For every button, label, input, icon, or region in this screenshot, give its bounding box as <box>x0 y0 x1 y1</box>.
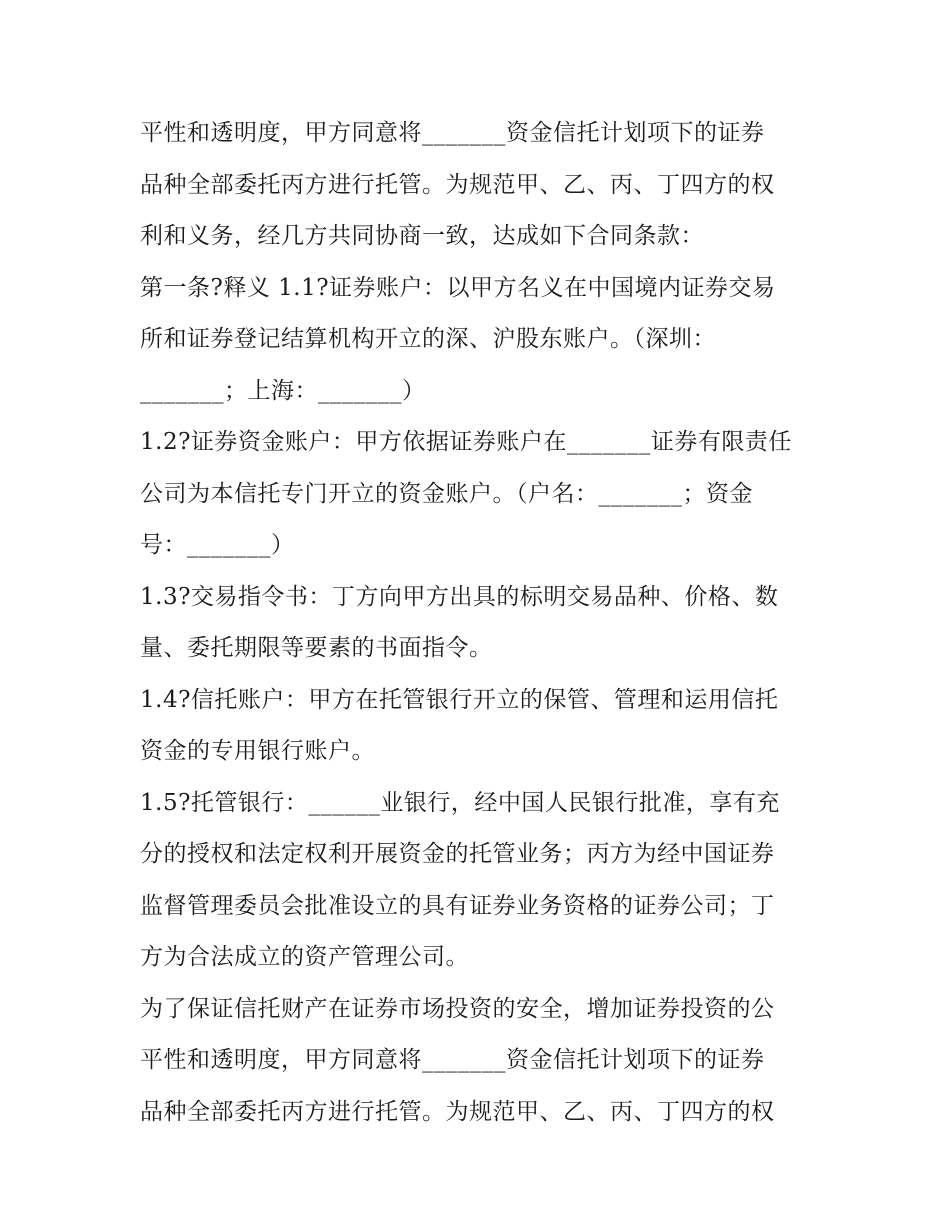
text-line: 分的授权和法定权利开展资金的托管业务；丙方为经中国证券 <box>140 841 775 867</box>
text-line: 公司为本信托专门开立的资金账户。（户名：_______；资金 <box>140 480 753 507</box>
text-line: 平性和透明度，甲方同意将_______资金信托计划项下的证券 <box>140 1047 765 1073</box>
text-line: 方为合法成立的资产管理公司。 <box>140 944 469 970</box>
contract-text <box>140 108 820 1138</box>
text-line: 为了保证信托财产在证券市场投资的安全，增加证券投资的公 <box>140 995 775 1022</box>
text-line: 平性和透明度，甲方同意将_______资金信托计划项下的证券 <box>140 120 765 146</box>
text-line: 量、委托期限等要素的书面指令。 <box>140 635 493 661</box>
text-line: 1.5?托管银行：______业银行，经中国人民银行批准，享有充 <box>140 789 780 816</box>
text-line: _______；上海：_______） <box>140 377 426 404</box>
text-line: 利和义务，经几方共同协商一致，达成如下合同条款： <box>140 223 704 249</box>
text-line: 第一条?释义 1.1?证券账户：以甲方名义在中国境内证券交易 <box>140 274 776 301</box>
text-line: 监督管理委员会批准设立的具有证券业务资格的证券公司；丁 <box>140 892 775 919</box>
text-line: 品种全部委托丙方进行托管。为规范甲、乙、丙、丁四方的权 <box>140 171 775 198</box>
text-line: 号：_______） <box>140 532 295 558</box>
text-line: 1.4?信托账户：甲方在托管银行开立的保管、管理和运用信托 <box>140 686 779 713</box>
text-line: 品种全部委托丙方进行托管。为规范甲、乙、丙、丁四方的权 <box>140 1098 775 1125</box>
text-line: 所和证券登记结算机构开立的深、沪股东账户。（深圳： <box>140 326 716 352</box>
text-line: 1.2?证券资金账户：甲方依据证券账户在_______证券有限责任 <box>140 429 792 455</box>
text-line: 资金的专用银行账户。 <box>140 738 375 764</box>
text-line: 1.3?交易指令书：丁方向甲方出具的标明交易品种、价格、数 <box>140 583 779 610</box>
